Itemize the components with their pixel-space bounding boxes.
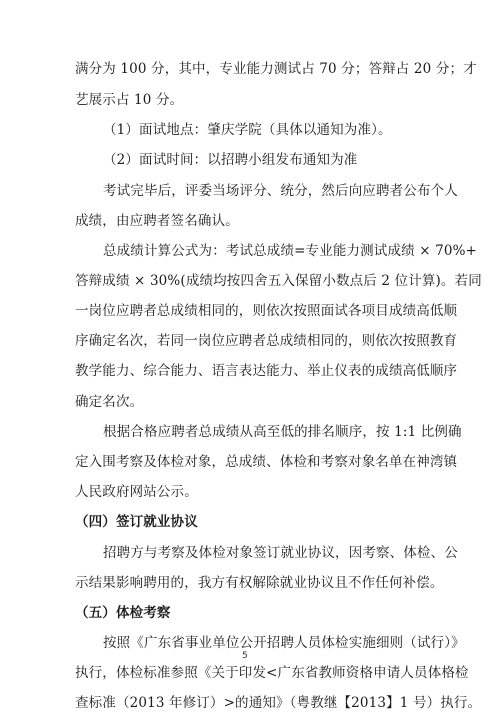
score-formula-line: 总成绩计算公式为：考试总成绩=专业能力测试成绩 × 70%+ [103, 243, 478, 259]
paragraph-line: 教学能力、综合能力、语言表达能力、举止仪表的成绩高低顺序 [75, 363, 458, 379]
interview-time: （2）面试时间：以招聘小组发布通知为准 [103, 152, 358, 168]
paragraph-line: 艺展示占 10 分。 [75, 92, 184, 108]
paragraph-line: 招聘方与考察及体检对象签订就业协议，因考察、体检、公 [103, 545, 458, 561]
paragraph-line: 查标准（2013 年修订）>的通知》（粤教继【2013】1 号）执行。 [75, 695, 482, 711]
paragraph-line: 执行，体检标准参照《关于印发<广东省教师资格申请人员体格检 [75, 665, 469, 681]
paragraph-line: 按照《广东省事业单位公开招聘人员体检实施细则（试行）》 [103, 635, 465, 651]
paragraph-line: 序确定名次，若同一岗位应聘者总成绩相同的，则依次按照教育 [75, 333, 458, 349]
paragraph-line: 人民政府网站公示。 [75, 484, 198, 500]
paragraph-line: 定入围考察及体检对象，总成绩、体检和考察对象名单在神湾镇 [75, 454, 458, 470]
paragraph-line: 确定名次。 [75, 394, 144, 410]
paragraph-line: 成绩，由应聘者签名确认。 [75, 213, 239, 229]
score-formula-line: 答辩成绩 × 30%(成绩均按四舍五入保留小数点后 2 位计算)。若同 [75, 273, 482, 289]
section-heading-medical-check: （五）体检考察 [75, 605, 171, 621]
paragraph-line: 满分为 100 分，其中，专业能力测试占 70 分；答辩占 20 分；才 [75, 61, 477, 77]
paragraph-line: 示结果影响聘用的，我方有权解除就业协议且不作任何补偿。 [75, 575, 444, 591]
section-heading-agreement: （四）签订就业协议 [75, 514, 198, 530]
paragraph-line: 考试完毕后，评委当场评分、统分，然后向应聘者公布个人 [103, 183, 458, 199]
paragraph-line: 一岗位应聘者总成绩相同的，则依次按照面试各项目成绩高低顺 [75, 303, 458, 319]
paragraph-line: 根据合格应聘者总成绩从高至低的排名顺序，按 1:1 比例确 [103, 424, 462, 440]
page-number: 5 [242, 651, 248, 661]
interview-location: （1）面试地点：肇庆学院（具体以通知为准）。 [103, 122, 392, 138]
